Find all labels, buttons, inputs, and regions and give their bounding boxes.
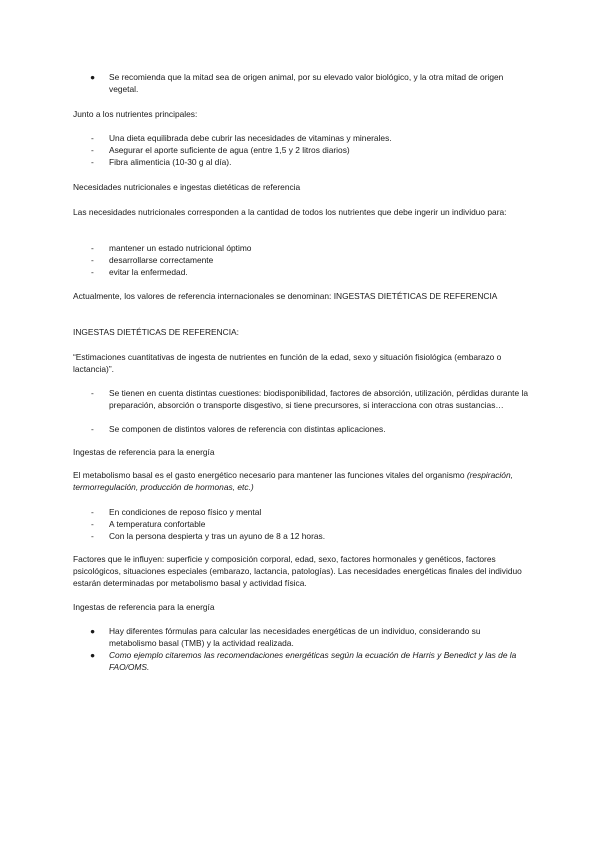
dash-marker: -	[91, 531, 94, 541]
metabolismo-italic: (respiración, termorregulación, producción de hormonas, etc.)	[73, 470, 513, 492]
bullet-marker: ●	[90, 626, 96, 636]
paragraph-metabolismo	[73, 469, 528, 493]
dash-marker: -	[91, 157, 94, 167]
heading-energia-2: Ingestas de referencia para la energía	[73, 602, 215, 612]
paragraph-factores: Factores que le influyen: superficie y composición corporal, edad, sexo, factores hormonales y genéticos, factores psicológicos, situaciones especiales (embarazo, lactancia, patologías). Las necesidades energéticas finales del individuo estarán determinadas por metabolismo basal y actividad física.	[73, 554, 522, 588]
list-item: Se tienen en cuenta distintas cuestiones: biodisponibilidad, factores de absorción, utilización, pérdidas durante la preparación, absorción o transporte disgestivo, si tiene precursores, si interacciona con otras sustancias…	[109, 388, 529, 410]
list-item: Asegurar el aporte suficiente de agua (entre 1,5 y 2 litros diarios)	[109, 145, 350, 155]
heading-necesidades: Necesidades nutricionales e ingestas dietéticas de referencia	[73, 182, 301, 192]
dash-marker: -	[91, 255, 94, 265]
dash-marker: -	[91, 388, 94, 398]
dash-marker: -	[91, 133, 94, 143]
heading-energia: Ingestas de referencia para la energía	[73, 447, 215, 457]
list-item: Fibra alimenticia (10-30 g al día).	[109, 157, 232, 167]
dash-marker: -	[91, 243, 94, 253]
bullet-ejemplo: Como ejemplo citaremos las recomendaciones energéticas según la ecuación de Harris y Benedict y las de la FAO/OMS.	[109, 650, 517, 672]
list-item: A temperatura confortable	[109, 519, 206, 529]
list-item: Con la persona despierta y tras un ayuno de 8 a 12 horas.	[109, 531, 326, 541]
list-item: desarrollarse correctamente	[109, 255, 214, 265]
bullet-origen: Se recomienda que la mitad sea de origen animal, por su elevado valor biológico, y la otra mitad de origen vegetal.	[109, 72, 504, 94]
dash-marker: -	[91, 145, 94, 155]
paragraph-necesidades: Las necesidades nutricionales corresponden a la cantidad de todos los nutrientes que debe ingerir un individuo para:	[73, 207, 507, 217]
bullet-formulas: Hay diferentes fórmulas para calcular las necesidades energéticas de un individuo, considerando su metabolismo basal (TMB) y la actividad realizada.	[109, 626, 481, 648]
dash-marker: -	[91, 519, 94, 529]
list-item: Una dieta equilibrada debe cubrir las necesidades de vitaminas y minerales.	[109, 133, 392, 143]
bullet-marker: ●	[90, 650, 96, 660]
list-item: mantener un estado nutricional óptimo	[109, 243, 252, 253]
paragraph-estimaciones: “Estimaciones cuantitativas de ingesta de nutrientes en función de la edad, sexo y situación fisiológica (embarazo o lactancia)”.	[73, 352, 502, 374]
heading-ingestas: INGESTAS DIETÉTICAS DE REFERENCIA:	[73, 327, 239, 337]
dash-marker: -	[91, 267, 94, 277]
bullet-marker: ●	[90, 72, 96, 82]
paragraph-actualmente: Actualmente, los valores de referencia internacionales se denominan: INGESTAS DIETÉTICAS DE REFERENCIA	[73, 291, 498, 301]
dash-marker: -	[91, 424, 94, 434]
junto-intro: Junto a los nutrientes principales:	[73, 109, 198, 119]
dash-marker: -	[91, 507, 94, 517]
list-item: Se componen de distintos valores de referencia con distintas aplicaciones.	[109, 424, 386, 434]
metabolismo-text: El metabolismo basal es el gasto energético necesario para mantener las funciones vitales del organismo	[73, 470, 465, 480]
list-item: evitar la enfermedad.	[109, 267, 188, 277]
list-item: En condiciones de reposo físico y mental	[109, 507, 262, 517]
